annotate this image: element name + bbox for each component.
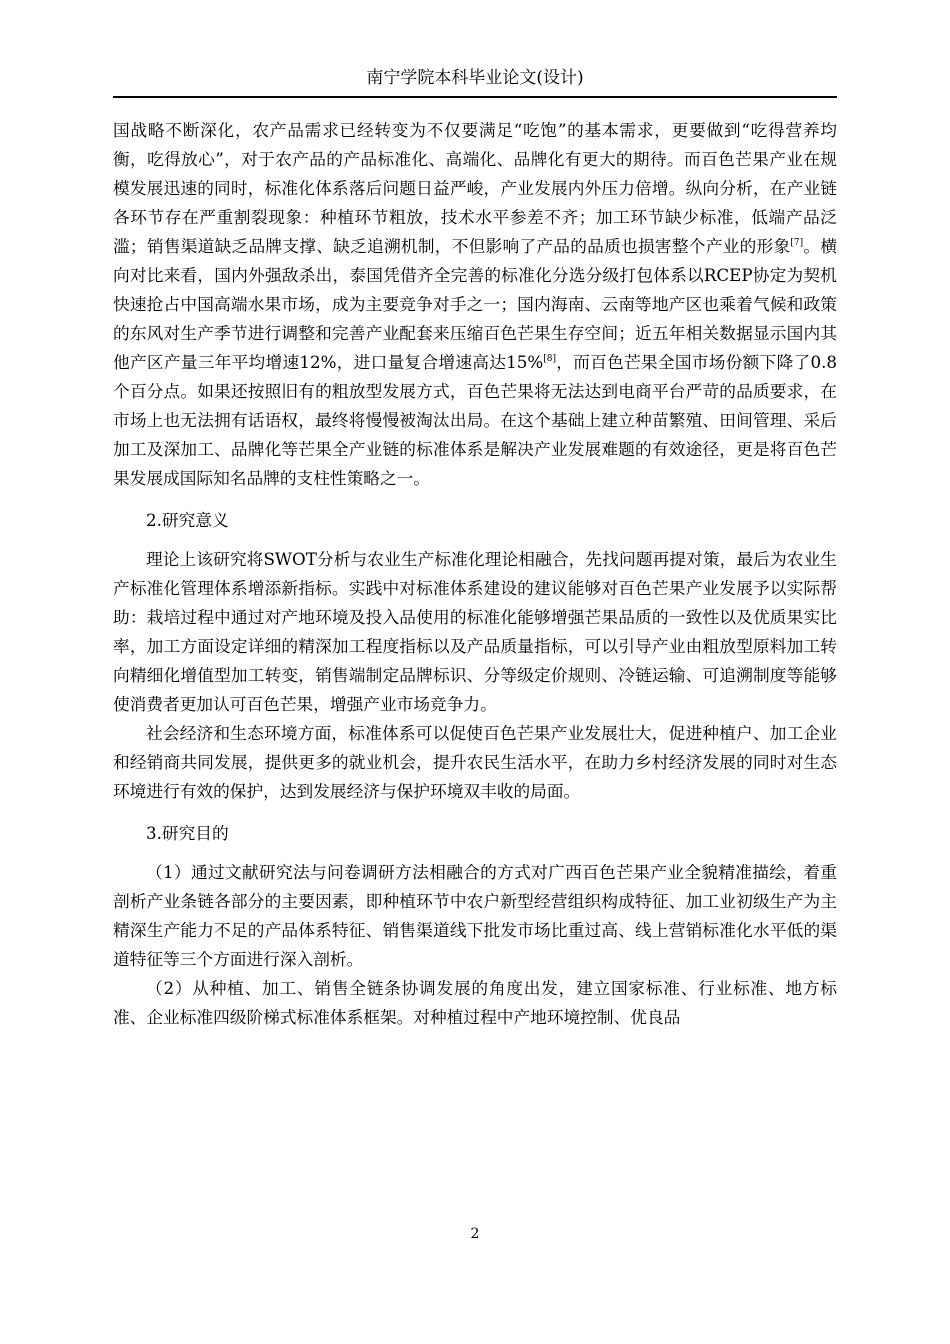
citation-8: [8]: [543, 354, 557, 364]
page-number: 2: [470, 1226, 480, 1242]
body-text: [113, 116, 837, 1032]
paragraph-significance-society: 社会经济和生态环境方面，标准体系可以促使百色芒果产业发展壮大，促进种植户、加工企业和经销商共同发展，提供更多的就业机会，提升农民生活水平，在助力乡村经济发展的同时对生态环境进行有效的保护，达到发展经济与保护环境双丰收的局面。: [113, 723, 837, 801]
citation-7: [7]: [790, 238, 804, 248]
paragraph-significance-theory: 理论上该研究将SWOT分析与农业生产标准化理论相融合，先找问题再提对策，最后为农业生产标准化管理体系增添新指标。实践中对标准体系建设的建议能够对百色芒果产业发展予以实际帮助：栽培过程中通过对产地环境及投入品使用的标准化能够增强芒果品质的一致性以及优质果实比率，加工方面设定详细的精深加工程度指标以及产品质量指标，可以引导产业由粗放型原料加工转向精细化增值型加工转变，销售端制定品牌标识、分等级定价规则、冷链运输、可追溯制度等能够使消费者更加认可百色芒果，增强产业市场竞争力。: [113, 549, 837, 714]
paragraph-text: ，而百色芒果全国市场份额下降了0.8个百分点。如果还按照旧有的粗放型发展方式，百色芒果将无法达到电商平台严苛的品质要求，在市场上也无法拥有话语权，最终将慢慢被淘汰出局。在这个基础上建立种苗繁殖、田间管理、采后加工及深加工、品牌化等芒果全产业链的标准体系是解决产业发展难题的有效途径，更是将百色芒果发展成国际知名品牌的支柱性策略之一。: [113, 352, 837, 488]
paragraph-objective-2: （2）从种植、加工、销售全链条协调发展的角度出发，建立国家标准、行业标准、地方标准、企业标准四级阶梯式标准体系框架。对种植过程中产地环境控制、优良品: [113, 978, 837, 1027]
paragraph-objective-1: （1）通过文献研究法与问卷调研方法相融合的方式对广西百色芒果产业全貌精准描绘，着重剖析产业条链各部分的主要因素，即种植环节中农户新型经营组织构成特征、加工业初级生产为主精深生产能力不足的产品体系特征、销售渠道线下批发市场比重过高、线上营销标准化水平低的渠道特征等三个方面进行深入剖析。: [113, 862, 837, 969]
running-header: 南宁学院本科毕业论文(设计): [366, 68, 584, 88]
paragraph-background: [113, 116, 837, 493]
section-heading-significance: 2.研究意义: [146, 510, 229, 530]
paragraph-text: 国战略不断深化，农产品需求已经转变为不仅要满足“吃饱”的基本需求，更要做到“吃得营养均衡，吃得放心”，对于农产品的产品标准化、高端化、品牌化有更大的期待。而百色芒果产业在规模发展迅速的同时，标准化体系落后问题日益严峻，产业发展内外压力倍增。纵向分析，在产业链各环节存在严重割裂现象：种植环节粗放，技术水平参差不齐；加工环节缺少标准，低端产品泛滥；销售渠道缺乏品牌支撑、缺乏追溯机制，不但影响了产品的品质也损害整个产业的形象: [113, 120, 837, 256]
header-rule: [113, 96, 837, 98]
paragraph-text: 。横向对比来看，国内外强敌杀出，泰国凭借齐全完善的标准化分选分级打包体系以RCEP协定为契机快速抢占中国高端水果市场，成为主要竞争对手之一；国内海南、云南等地产区也乘着气候和政策的东风对生产季节进行调整和完善产业配套来压缩百色芒果生存空间；近五年相关数据显示国内其他产区产量三年平均增速12%，进口量复合增速高达15%: [113, 236, 838, 372]
section-heading-objectives: 3.研究目的: [146, 823, 229, 843]
